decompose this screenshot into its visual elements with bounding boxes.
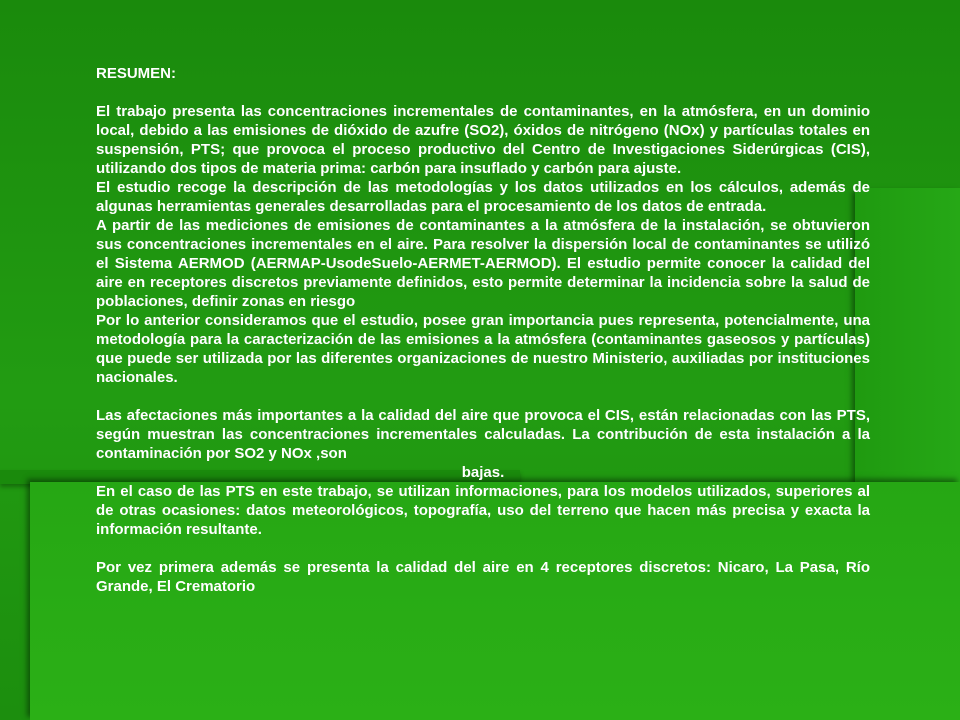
paragraph-intro: El trabajo presenta las concentraciones incrementales de contaminantes, en la atmósfera, en un dominio local, debido a las emisiones de dióxido de azufre (SO2), óxidos de nitrógeno (NOx) y partículas totales en suspensión, PTS; que provoca el proceso productivo del Centro de Investigaciones Siderúrgicas (CIS), utilizando dos tipos de materia prima: carbón para insuflado y carbón para ajuste.: [96, 103, 870, 177]
paragraph-receptors: Por vez primera además se presenta la calidad del aire en 4 receptores discretos: Nicaro, La Pasa, Río Grande, El Crematorio: [96, 559, 870, 595]
paragraph-pts: En el caso de las PTS en este trabajo, se utilizan informaciones, para los modelos utilizados, superiores al de otras ocasiones: datos meteorológicos, topografía, uso del terreno que hacen más precisa y exacta la información resultante.: [96, 483, 870, 538]
paragraph-measurements: A partir de las mediciones de emisiones de contaminantes a la atmósfera de la instalación, se obtuvieron sus concentraciones incrementales en el aire. Para resolver la dispersión local de contaminantes se utilizó el Sistema AERMOD (AERMAP-UsodeSuelo-AERMET-AERMOD). El estudio permite conocer la calidad del aire en receptores discretos previamente definidos, esto permite determinar la incidencia sobre la salud de poblaciones, definir zonas en riesgo: [96, 217, 870, 310]
summary-heading: RESUMEN:: [96, 65, 177, 82]
paragraph-importance: Por lo anterior consideramos que el estudio, posee gran importancia pues representa, potencialmente, una metodología para la caracterización de las emisiones a la atmósfera (contaminantes gaseosos y partículas) que puede ser utilizada por las diferentes organizaciones de nuestro Ministerio, auxiliadas por instituciones nacionales.: [96, 312, 870, 386]
decorative-panel-right: [855, 188, 960, 528]
paragraph-methodology: El estudio recoge la descripción de las metodologías y los datos utilizados en los cálculos, además de algunas herramientas generales desarrolladas para el procesamiento de los datos de entrada.: [96, 179, 870, 215]
paragraph-effects: Las afectaciones más importantes a la calidad del aire que provoca el CIS, están relacionadas con las PTS, según muestran las concentraciones incrementales calculadas. La contribución de esta instalación a la contaminación por SO2 y NOx ,son: [96, 407, 870, 462]
summary-text-block: [96, 64, 870, 596]
paragraph-effects-end: bajas.: [461, 464, 505, 481]
